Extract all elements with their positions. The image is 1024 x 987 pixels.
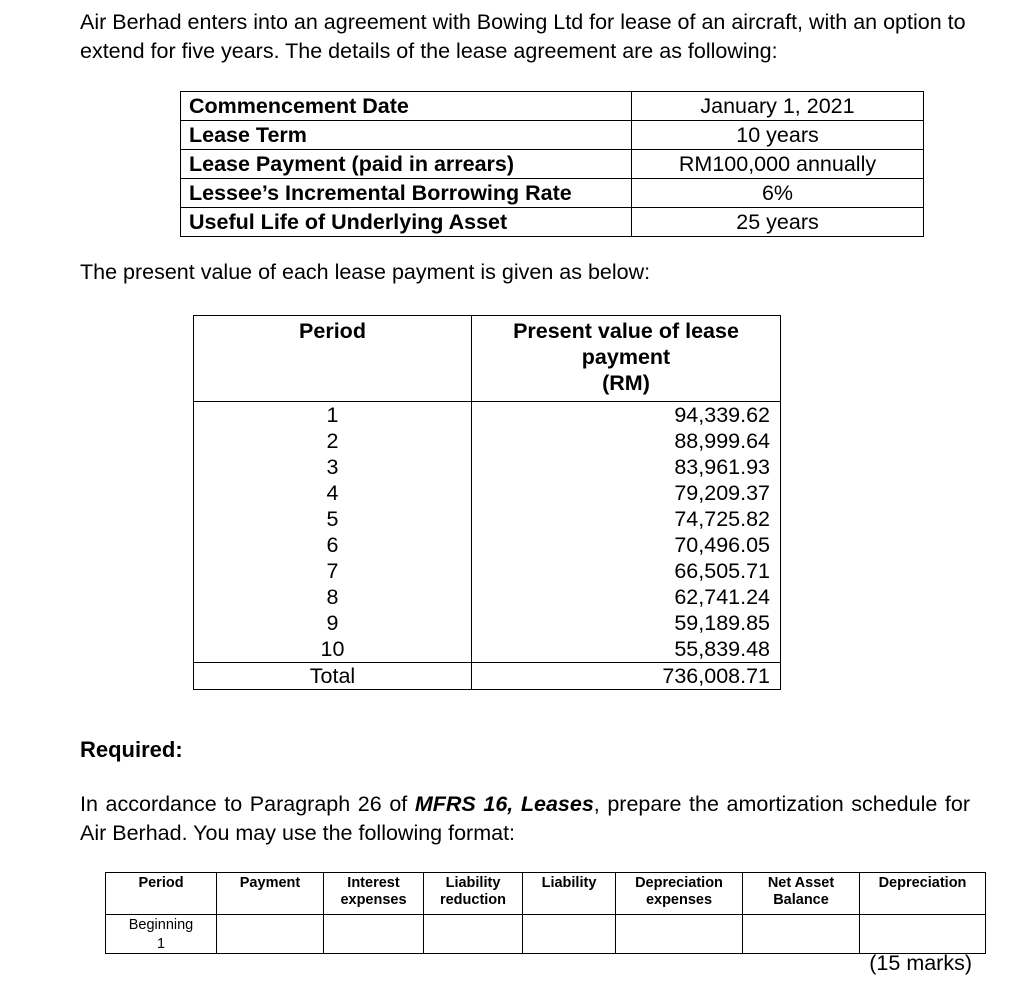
total-label: Total [194, 663, 472, 690]
detail-value: January 1, 2021 [632, 92, 924, 121]
format-header-period: Period [106, 873, 217, 915]
table-row [106, 915, 986, 935]
table-row [194, 402, 781, 429]
marks-label: (15 marks) [869, 951, 972, 975]
table-row [194, 428, 781, 454]
format-header-depreciation: Depreciation [860, 873, 986, 915]
format-period-cell: Beginning [106, 915, 217, 935]
table-row [181, 179, 924, 208]
period-cell: 7 [194, 558, 472, 584]
present-value-header-line3: (RM) [602, 371, 650, 395]
detail-value: 6% [632, 179, 924, 208]
table-row [194, 558, 781, 584]
period-cell: 4 [194, 480, 472, 506]
pv-cell: 66,505.71 [472, 558, 781, 584]
instruction-part1: In accordance to Paragraph 26 of [80, 792, 415, 816]
detail-value: 25 years [632, 208, 924, 237]
period-cell: 1 [194, 402, 472, 429]
format-header-interest: Interest expenses [324, 873, 424, 915]
pv-cell: 70,496.05 [472, 532, 781, 558]
table-row [194, 480, 781, 506]
table-row [181, 208, 924, 237]
period-cell: 10 [194, 636, 472, 663]
table-row [194, 454, 781, 480]
detail-label: Lessee’s Incremental Borrowing Rate [181, 179, 632, 208]
pv-cell: 94,339.62 [472, 402, 781, 429]
standard-name: MFRS 16, Leases [414, 792, 594, 816]
pv-cell: 55,839.48 [472, 636, 781, 663]
pv-intro-text: The present value of each lease payment is given as below: [80, 260, 651, 284]
lease-details-table [180, 91, 924, 237]
present-value-header-line1: Present value of lease [513, 319, 739, 343]
period-cell: 2 [194, 428, 472, 454]
format-header-payment: Payment [217, 873, 324, 915]
pv-cell: 79,209.37 [472, 480, 781, 506]
format-header-liability-reduction: Liability reduction [424, 873, 523, 915]
detail-label: Commencement Date [181, 92, 632, 121]
present-value-table [193, 315, 781, 690]
pv-cell: 62,741.24 [472, 584, 781, 610]
format-header-depreciation-expenses: Depreciation expenses [616, 873, 743, 915]
period-header: Period [194, 316, 472, 402]
instruction-text [80, 790, 970, 848]
format-period-cell: 1 [106, 934, 217, 954]
required-heading: Required: [80, 737, 183, 762]
period-cell: 6 [194, 532, 472, 558]
period-cell: 5 [194, 506, 472, 532]
table-row [181, 150, 924, 179]
question-intro: Air Berhad enters into an agreement with Bowing Ltd for lease of an aircraft, with an option to extend for five years. The details of the lease agreement are as following: [80, 10, 966, 63]
pv-cell: 74,725.82 [472, 506, 781, 532]
table-row [181, 92, 924, 121]
total-row [194, 663, 781, 690]
table-row [194, 532, 781, 558]
table-row [194, 584, 781, 610]
pv-cell: 59,189.85 [472, 610, 781, 636]
total-value: 736,008.71 [472, 663, 781, 690]
format-header-liability: Liability [523, 873, 616, 915]
instruction-part2: , prepare the amortization schedule for Air Berhad. You may use the following format: [80, 792, 970, 845]
detail-value: 10 years [632, 121, 924, 150]
amortization-format-table [105, 872, 986, 954]
table-row [106, 934, 986, 954]
pv-cell: 88,999.64 [472, 428, 781, 454]
table-header-row [106, 873, 986, 915]
table-row [194, 506, 781, 532]
period-cell: 3 [194, 454, 472, 480]
table-row [194, 610, 781, 636]
detail-label: Useful Life of Underlying Asset [181, 208, 632, 237]
present-value-header [472, 316, 781, 402]
table-header-row [194, 316, 781, 402]
pv-cell: 83,961.93 [472, 454, 781, 480]
period-cell: 9 [194, 610, 472, 636]
period-cell: 8 [194, 584, 472, 610]
format-header-net-asset-balance: Net Asset Balance [743, 873, 860, 915]
detail-value: RM100,000 annually [632, 150, 924, 179]
table-row [181, 121, 924, 150]
detail-label: Lease Payment (paid in arrears) [181, 150, 632, 179]
present-value-header-line2: payment [581, 345, 671, 369]
detail-label: Lease Term [181, 121, 632, 150]
table-row [194, 636, 781, 663]
